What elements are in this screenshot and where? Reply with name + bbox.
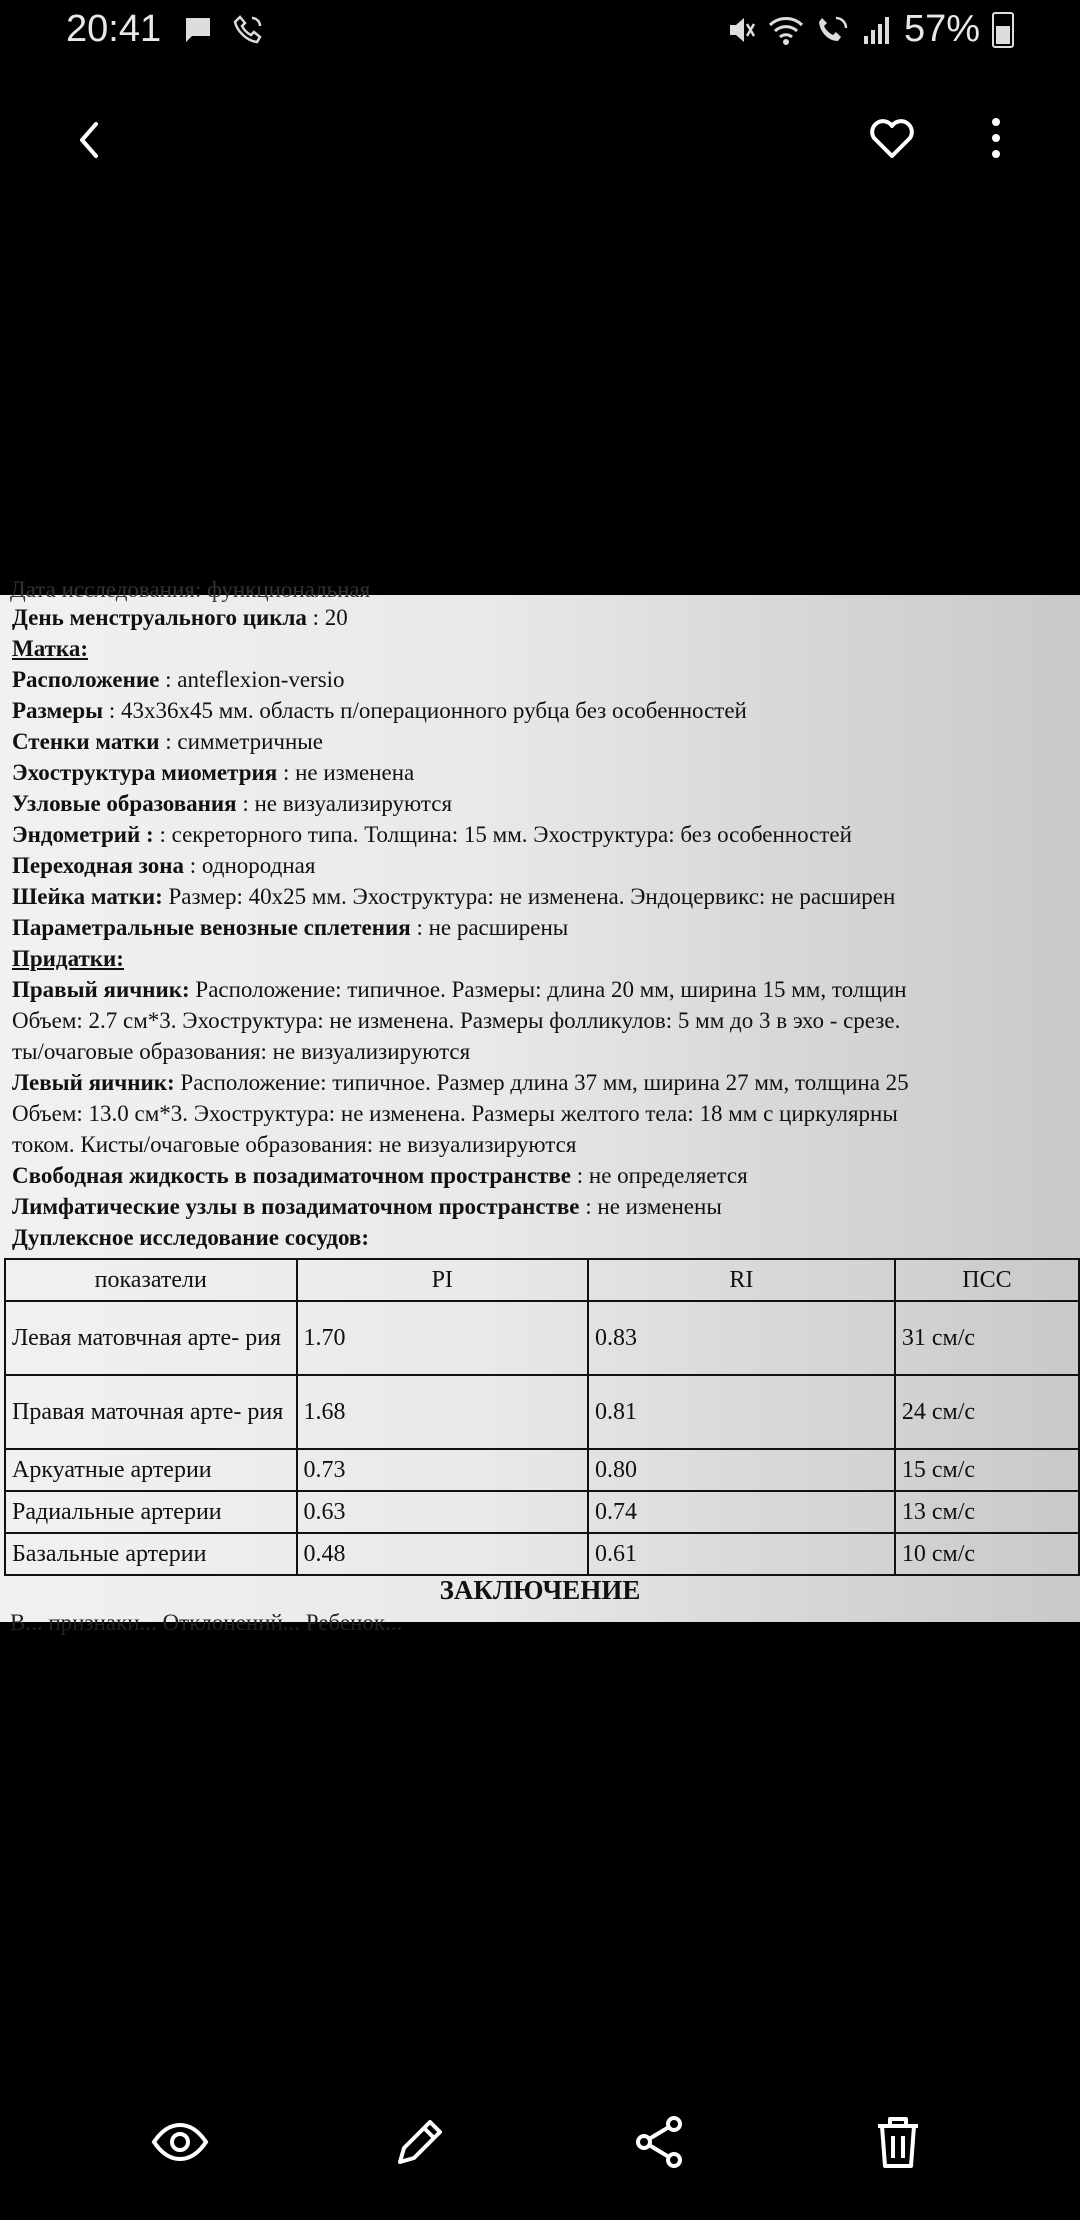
table-header: показатели xyxy=(5,1259,297,1301)
wifi-icon xyxy=(768,14,804,46)
table-cell: 10 см/с xyxy=(895,1533,1079,1575)
doc-line: Размеры : 43х36х45 мм. область п/операционного рубца без особенностей xyxy=(12,698,747,723)
call-icon xyxy=(232,14,264,46)
doc-line: Объем: 2.7 см*3. Эхоструктура: не изменена. Размеры фолликулов: 5 мм до 3 в эхо - срезе. xyxy=(12,1008,901,1033)
table-cell: 1.70 xyxy=(297,1301,589,1375)
battery-icon xyxy=(992,12,1014,48)
conclusion-heading: ЗАКЛЮЧЕНИЕ xyxy=(439,1575,641,1605)
document-photo[interactable] xyxy=(0,577,1080,1635)
table-row xyxy=(5,1491,1079,1533)
doc-line: Объем: 13.0 см*3. Эхоструктура: не изменена. Размеры желтого тела: 18 мм с циркулярны xyxy=(12,1101,898,1126)
table-header: RI xyxy=(588,1259,895,1301)
doc-line: током. Кисты/очаговые образования: не визуализируются xyxy=(12,1132,577,1157)
bottom-action-bar xyxy=(0,2100,1080,2190)
doc-line: Переходная зона : однородная xyxy=(12,853,316,878)
mute-icon xyxy=(726,14,756,46)
doc-line: Матка: xyxy=(12,636,88,661)
table-cell: 1.68 xyxy=(297,1375,589,1449)
cut-top-text: Дата исследования: функциональная xyxy=(10,577,371,602)
message-icon xyxy=(182,14,214,46)
signal-icon xyxy=(862,14,892,46)
status-time: 20:41 xyxy=(66,8,162,50)
doc-line: Стенки матки : симметричные xyxy=(12,729,323,754)
table-cell: 15 см/с xyxy=(895,1449,1079,1491)
table-cell: Левая матовчная арте- рия xyxy=(5,1301,297,1375)
cut-bottom-text: В... признаки... Отклонений... Ребенок... xyxy=(10,1610,403,1635)
viewer-toolbar xyxy=(0,90,1080,180)
table-cell: 0.74 xyxy=(588,1491,895,1533)
doc-line: День менструального цикла : 20 xyxy=(12,605,348,630)
back-arrow-icon[interactable] xyxy=(60,110,120,170)
table-row xyxy=(5,1533,1079,1575)
table-cell: Базальные артерии xyxy=(5,1533,297,1575)
doc-line: Дуплексное исследование сосудов: xyxy=(12,1225,370,1250)
doc-line: Лимфатические узлы в позадиматочном пространстве : не изменены xyxy=(12,1194,722,1219)
table-cell: 31 см/с xyxy=(895,1301,1079,1375)
table-cell: 24 см/с xyxy=(895,1375,1079,1449)
wifi-call-icon xyxy=(816,14,850,46)
doc-line: Эндометрий : : секреторного типа. Толщина: 15 мм. Эхоструктура: без особенностей xyxy=(12,822,852,847)
doc-line: Эхоструктура миометрия : не изменена xyxy=(12,760,415,785)
share-icon[interactable] xyxy=(628,2110,692,2174)
table-cell: 0.83 xyxy=(588,1301,895,1375)
table-cell: Аркуатные артерии xyxy=(5,1449,297,1491)
table-cell: 0.63 xyxy=(297,1491,589,1533)
doc-line: Правый яичник: Расположение: типичное. Размеры: длина 20 мм, ширина 15 мм, толщин xyxy=(12,977,907,1002)
delete-trash-icon[interactable] xyxy=(866,2110,930,2174)
doc-line: Придатки: xyxy=(12,946,124,971)
table-cell: 13 см/с xyxy=(895,1491,1079,1533)
table-cell: 0.61 xyxy=(588,1533,895,1575)
table-header: PI xyxy=(297,1259,589,1301)
table-cell: 0.73 xyxy=(297,1449,589,1491)
doc-line: ты/очаговые образования: не визуализируются xyxy=(12,1039,471,1064)
doc-line: Узловые образования : не визуализируются xyxy=(12,791,453,816)
table-row xyxy=(5,1301,1079,1375)
heart-icon[interactable] xyxy=(862,108,922,168)
table-cell: 0.81 xyxy=(588,1375,895,1449)
table-cell: Радиальные артерии xyxy=(5,1491,297,1533)
table-header: ПСС xyxy=(895,1259,1079,1301)
table-row xyxy=(5,1449,1079,1491)
battery-percent: 57% xyxy=(903,8,980,50)
table-cell: 0.48 xyxy=(297,1533,589,1575)
table-row xyxy=(5,1375,1079,1449)
table-cell: 0.80 xyxy=(588,1449,895,1491)
doppler-table xyxy=(4,1258,1080,1576)
status-bar xyxy=(0,0,1080,64)
eye-icon[interactable] xyxy=(148,2110,212,2174)
doc-line: Параметральные венозные сплетения : не расширены xyxy=(12,915,569,940)
edit-pencil-icon[interactable] xyxy=(388,2110,452,2174)
table-cell: Правая маточная арте- рия xyxy=(5,1375,297,1449)
doc-line: Расположение : anteflexion-versio xyxy=(12,667,345,692)
doc-line: Левый яичник: Расположение: типичное. Размер длина 37 мм, ширина 27 мм, толщина 25 xyxy=(12,1070,909,1095)
doc-line: Шейка матки: Размер: 40х25 мм. Эхоструктура: не изменена. Эндоцервикс: не расширен xyxy=(12,884,896,909)
doc-line: Свободная жидкость в позадиматочном пространстве : не определяется xyxy=(12,1163,748,1188)
more-vertical-icon[interactable] xyxy=(976,108,1016,168)
